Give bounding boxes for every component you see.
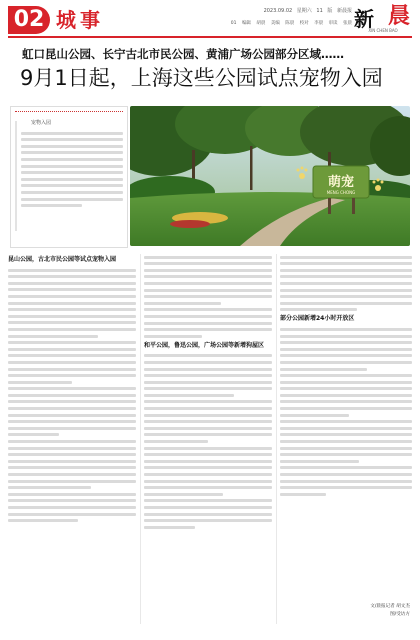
pre-headline: 虹口昆山公园、长宁古北市民公园、黄浦广场公园部分区域…… <box>22 47 344 61</box>
editor-credit: 陈晨 <box>285 21 295 26</box>
subheading: 部分公园新增24小时开放区 <box>280 315 355 323</box>
lead-text <box>21 119 123 209</box>
park-photo <box>130 106 410 246</box>
editor-credit: 01 <box>230 21 237 26</box>
editor-credit: 美编 <box>270 21 280 26</box>
park-photo-art <box>130 106 410 246</box>
lead-bar <box>15 121 17 231</box>
headline: 9月1日起，上海这些公园试点宠物入园 <box>20 66 383 90</box>
issue-info <box>261 8 352 15</box>
column-2 <box>144 252 272 530</box>
issue-weekday: 星期六 <box>296 8 312 14</box>
issue-unit: 版 <box>327 8 333 14</box>
lead-box <box>10 106 128 248</box>
column-3 <box>280 252 412 497</box>
brand-logo <box>354 4 412 32</box>
column-rule <box>140 254 141 624</box>
lead-word: 宠物入园 <box>31 120 52 126</box>
sign-text: 萌宠 <box>327 175 355 190</box>
subheading: 昆山公园，古北市民公园等试点宠物入园 <box>8 256 117 263</box>
section-rule <box>8 36 412 38</box>
editor-credit: 胡晨 <box>256 21 266 26</box>
issue-paper: 新晨报 <box>336 8 352 14</box>
issue-page: 11 <box>316 8 323 14</box>
lead-decoration <box>15 111 123 115</box>
editor-credit: 校对 <box>299 21 309 26</box>
brand-accent: 晨 <box>388 3 411 29</box>
subheading: 和平公园，鲁迅公园，广场公园等新增狗屋区 <box>144 341 265 349</box>
sign-sub: MENG CHONG <box>326 190 356 195</box>
section-name: 城事 <box>56 8 104 32</box>
byline <box>370 603 410 619</box>
issue-date: 2023.09.02 <box>263 8 293 14</box>
editor-credit: 李晨 <box>314 21 324 26</box>
section-number: 02 <box>8 6 50 34</box>
editor-credit: 张晨 <box>343 21 352 26</box>
byline-author: 文/晨报记者 胡文杰 <box>370 604 410 609</box>
editor-credit: 编辑 <box>241 21 251 26</box>
editor-credit: 审读 <box>328 21 338 26</box>
masthead <box>0 0 420 40</box>
brand-main: 新 <box>354 7 374 31</box>
column-rule <box>276 254 277 624</box>
column-1 <box>8 252 136 524</box>
byline-photo: 图/受访方 <box>390 612 410 617</box>
editor-credits <box>227 20 352 27</box>
brand-sub: XIN CHEN BAO <box>368 28 398 33</box>
